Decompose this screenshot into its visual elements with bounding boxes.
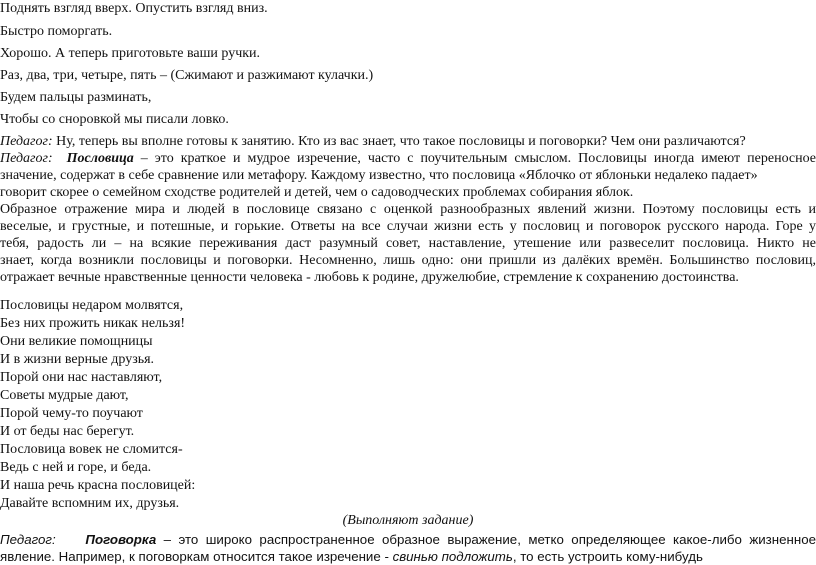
exercise-line: Поднять взгляд вверх. Опустить взгляд вниз.: [0, 1, 268, 16]
poem-line: Они великие помощницы: [0, 334, 153, 349]
paragraph-line: отражает вечные нравственные ценности человека - любовь к родине, дружелюбие, стремление к сохранению достоинства.: [0, 270, 739, 285]
teacher-question-paragraph: [0, 134, 746, 150]
exercise-line: Чтобы со сноровкой мы писали ловко.: [0, 112, 229, 127]
poem-line: Давайте вспомним их, друзья.: [0, 496, 180, 511]
teacher-label: Педагог:: [0, 134, 53, 149]
poem-line: Пословица вовек не сломится-: [0, 442, 183, 457]
poem-line: Порой чему-то поучают: [0, 406, 143, 421]
proverb-definition-line: говорит скорее о семейном сходстве родителей и детей, чем о садоводческих проблемах собирания яблок.: [0, 185, 634, 200]
poem-line: И наша речь красна пословицей:: [0, 478, 196, 493]
proverb-definition-line: [0, 151, 816, 167]
proverb-definition-text: – это краткое и мудрое изречение, часто с поучительным смыслом. Пословицы иногда имеют переносное: [133, 151, 816, 166]
paragraph-line: Образное отражение мира и людей в пословице связано с оценкой разнообразных явлений жизни. Поэтому пословицы есть и: [0, 202, 816, 217]
saying-example: свинью подложить: [392, 549, 513, 564]
paragraph-line: тебя, радость ли – на всякие переживания даст разумный совет, наставление, утешение или развеселит пословица. Никто не: [0, 236, 816, 251]
poem-line: Порой они нас наставляют,: [0, 370, 163, 385]
paragraph-line: веселые, и грустные, и потешные, и горькие. Ответы на все случаи жизни есть у пословиц и поговорок русского народа. Горе у: [0, 219, 816, 234]
teacher-label: Педагог:: [0, 532, 56, 547]
poem-line: И в жизни верные друзья.: [0, 352, 155, 367]
paragraph-line: знает, когда возникли пословицы и поговорки. Несомненно, лишь одно: они пришли из далёких времён. Большинство пословиц,: [0, 253, 816, 268]
proverb-definition-line: значение, содержат в себе сравнение или метафору. Каждому известно, что пословица «Яблочко от яблоньки недалеко падает»: [0, 168, 758, 183]
saying-example-explanation: , то есть устроить кому-нибудь: [512, 549, 703, 564]
exercise-line: Будем пальцы разминать,: [0, 90, 152, 105]
proverb-term: Пословица: [66, 151, 134, 166]
task-note: (Выполняют задание): [342, 513, 474, 528]
exercise-line: Хорошо. А теперь приготовьте ваши ручки.: [0, 46, 261, 61]
saying-example-intro: явление. Например, к поговоркам относится такое изречение -: [0, 549, 393, 564]
poem-line: И от беды нас берегут.: [0, 424, 135, 439]
poem-line: Ведь с ней и горе, и беда.: [0, 460, 152, 475]
poem-line: Советы мудрые дают,: [0, 388, 129, 403]
teacher-question-text: Ну, теперь вы вполне готовы к занятию. Кто из вас знает, что такое пословицы и поговорки? Чем они различаются?: [56, 134, 746, 149]
saying-term: Поговорка: [85, 532, 157, 547]
saying-definition-line: [0, 532, 816, 548]
poem-line: Пословицы недаром молвятся,: [0, 298, 184, 313]
teacher-label: Педагог:: [0, 151, 53, 166]
exercise-line: Быстро поморгать.: [0, 24, 113, 39]
exercise-line: Раз, два, три, четыре, пять – (Сжимают и разжимают кулачки.): [0, 68, 374, 83]
saying-definition-line: [0, 549, 703, 565]
saying-definition-text: – это широко распространенное образное выражение, метко определяющее какое-либо жизненное: [156, 532, 816, 547]
poem-line: Без них прожить никак нельзя!: [0, 316, 186, 331]
